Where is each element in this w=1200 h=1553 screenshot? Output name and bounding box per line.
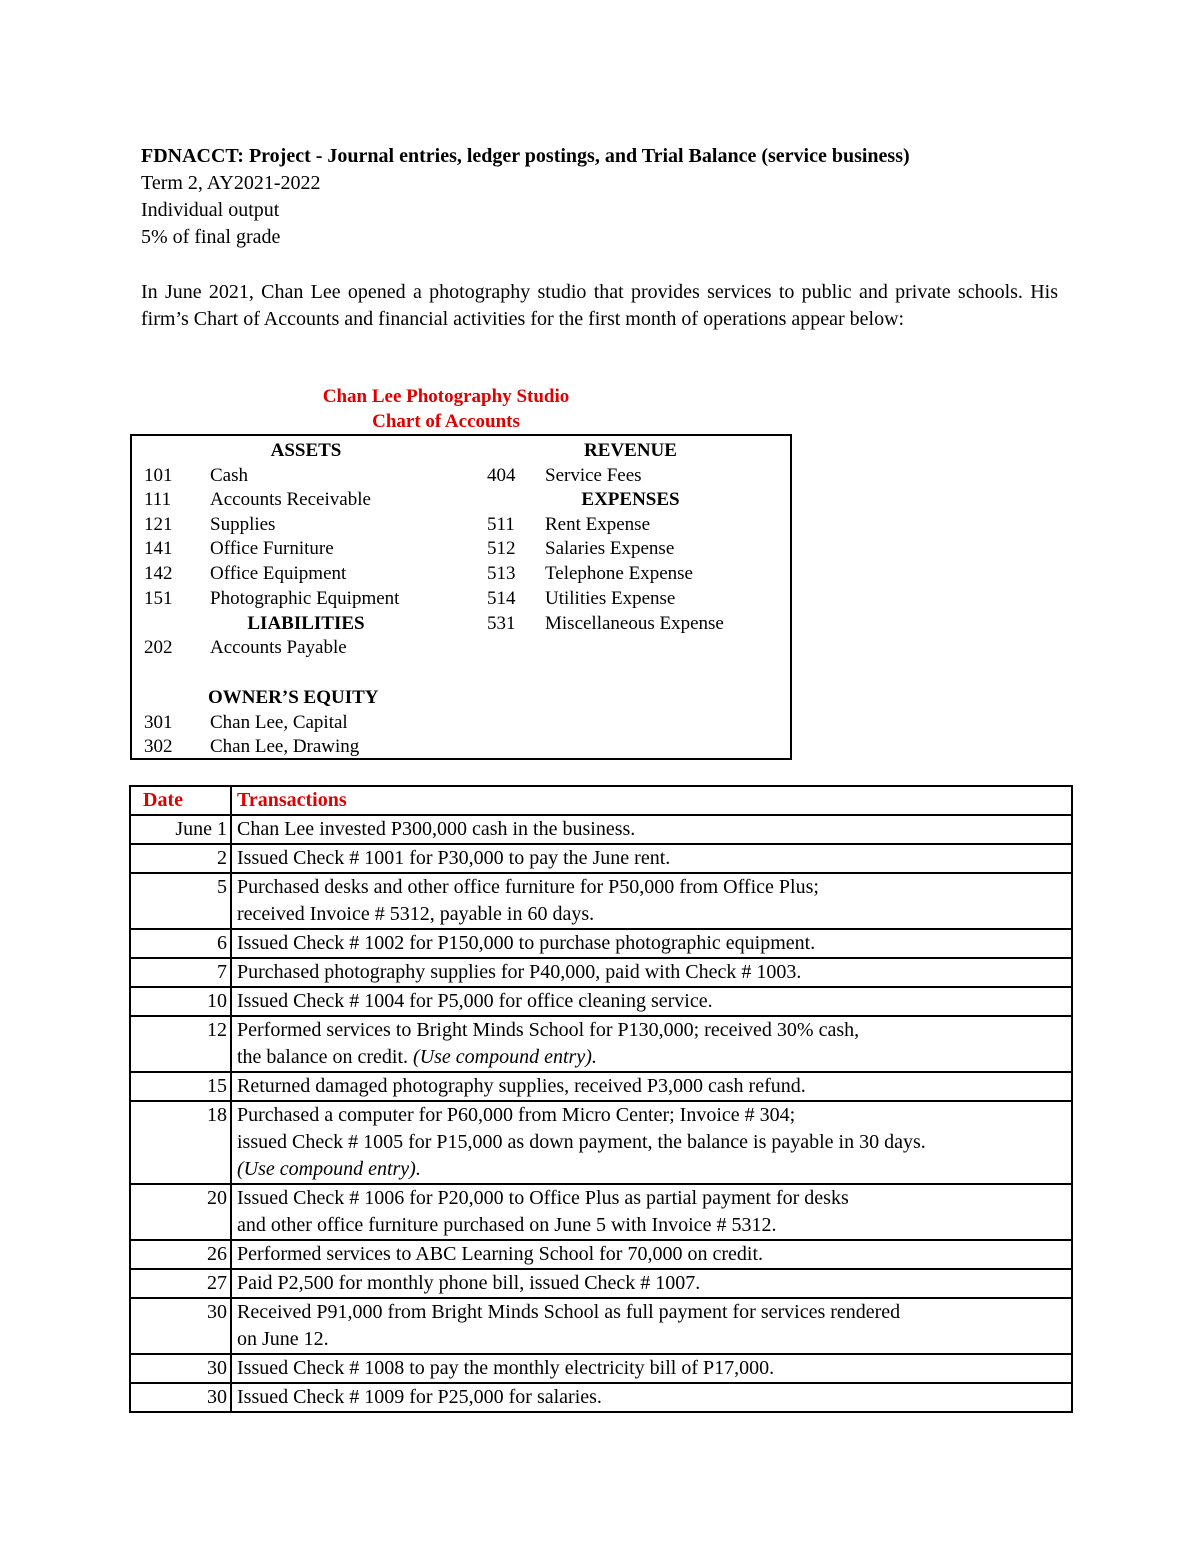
transaction-text: Received P91,000 from Bright Minds School as full payment for services rendered (237, 1301, 901, 1323)
transaction-description (231, 1184, 1072, 1240)
output-type-line: Individual output (141, 199, 280, 221)
transaction-text: Returned damaged photography supplies, received P3,000 cash refund. (237, 1075, 806, 1097)
transaction-date: 18 (130, 1101, 231, 1184)
account-code: 141 (144, 538, 173, 559)
transaction-line (237, 816, 1066, 843)
coa-section-heading: REVENUE (584, 440, 677, 461)
transaction-text: the balance on credit. (237, 1046, 409, 1068)
account-name: Accounts Receivable (210, 489, 371, 510)
transaction-text: and other office furniture purchased on June 5 with Invoice # 5312. (237, 1214, 777, 1236)
transaction-description (231, 1354, 1072, 1383)
transaction-line (237, 1241, 1066, 1268)
coa-section-heading: EXPENSES (581, 489, 680, 510)
transaction-description (231, 929, 1072, 958)
account-code: 101 (144, 465, 173, 486)
account-code: 301 (144, 712, 173, 733)
account-code: 404 (487, 465, 516, 486)
transaction-line (237, 874, 1066, 901)
transaction-line (237, 930, 1066, 957)
account-code: 511 (487, 514, 515, 535)
account-code: 111 (144, 489, 172, 510)
table-row (130, 1184, 1072, 1240)
compound-entry-note: (Use compound entry). (237, 1158, 421, 1180)
account-name: Miscellaneous Expense (545, 613, 724, 634)
transaction-description (231, 958, 1072, 987)
account-code: 513 (487, 563, 516, 584)
transaction-line (237, 1212, 1066, 1239)
intro-paragraph: In June 2021, Chan Lee opened a photography studio that provides services to public and private schools. His firm’s Chart of Accounts and financial activities for the first month of operations appear below: (141, 281, 1058, 330)
transaction-date: 15 (130, 1072, 231, 1101)
table-row (130, 987, 1072, 1016)
transaction-date: 7 (130, 958, 231, 987)
transaction-line (237, 845, 1066, 872)
account-code: 531 (487, 613, 516, 634)
coa-section-heading: ASSETS (270, 440, 342, 461)
transaction-line (237, 959, 1066, 986)
transaction-line (237, 1102, 1066, 1129)
coa-section-heading: OWNER’S EQUITY (208, 687, 379, 708)
account-name: Supplies (210, 514, 276, 535)
account-code: 514 (487, 588, 516, 609)
transaction-date: 6 (130, 929, 231, 958)
account-name: Office Furniture (210, 538, 334, 559)
table-row (130, 1298, 1072, 1354)
account-code: 121 (144, 514, 173, 535)
transaction-date: 30 (130, 1383, 231, 1412)
transaction-line (237, 1270, 1066, 1297)
transaction-line (237, 1129, 1066, 1156)
table-row (130, 1269, 1072, 1298)
table-row (130, 929, 1072, 958)
transaction-text: Performed services to ABC Learning School for 70,000 on credit. (237, 1243, 763, 1265)
transaction-line (237, 1017, 1066, 1044)
transaction-text: Issued Check # 1004 for P5,000 for office cleaning service. (237, 990, 713, 1012)
table-header-row (130, 786, 1072, 815)
account-name: Salaries Expense (545, 538, 675, 559)
chart-of-accounts-box (130, 434, 792, 760)
transaction-description (231, 815, 1072, 844)
transaction-text: on June 12. (237, 1328, 329, 1350)
transaction-date: June 1 (130, 815, 231, 844)
account-name: Telephone Expense (545, 563, 693, 584)
account-name: Photographic Equipment (210, 588, 400, 609)
transaction-date: 10 (130, 987, 231, 1016)
transaction-date: 20 (130, 1184, 231, 1240)
transaction-line (237, 1326, 1066, 1353)
transaction-description (231, 1016, 1072, 1072)
table-row (130, 815, 1072, 844)
account-name: Office Equipment (210, 563, 347, 584)
account-code: 151 (144, 588, 173, 609)
account-name: Chan Lee, Capital (210, 712, 348, 733)
table-row (130, 1016, 1072, 1072)
transaction-text: Issued Check # 1008 to pay the monthly electricity bill of P17,000. (237, 1357, 775, 1379)
account-code: 142 (144, 563, 173, 584)
transaction-description (231, 1383, 1072, 1412)
transaction-description (231, 1101, 1072, 1184)
table-row (130, 844, 1072, 873)
transaction-date: 12 (130, 1016, 231, 1072)
transaction-text: Chan Lee invested P300,000 cash in the business. (237, 818, 636, 840)
transaction-text: Issued Check # 1001 for P30,000 to pay the June rent. (237, 847, 671, 869)
date-column-header: Date (130, 786, 231, 815)
term-line: Term 2, AY2021-2022 (141, 172, 321, 194)
transactions-column-header: Transactions (231, 786, 1072, 815)
account-name: Chan Lee, Drawing (210, 736, 360, 757)
table-row (130, 958, 1072, 987)
document-title: FDNACCT: Project - Journal entries, ledger postings, and Trial Balance (service business) (141, 145, 910, 167)
account-name: Service Fees (545, 465, 642, 486)
transaction-text: Issued Check # 1006 for P20,000 to Office Plus as partial payment for desks (237, 1187, 849, 1209)
account-name: Accounts Payable (210, 637, 347, 658)
table-row (130, 1240, 1072, 1269)
transaction-line (237, 988, 1066, 1015)
transaction-text: Issued Check # 1009 for P25,000 for salaries. (237, 1386, 602, 1408)
transaction-description (231, 1240, 1072, 1269)
transaction-text: Purchased desks and other office furniture for P50,000 from Office Plus; (237, 876, 819, 898)
transaction-date: 26 (130, 1240, 231, 1269)
account-name: Rent Expense (545, 514, 651, 535)
account-code: 512 (487, 538, 516, 559)
table-row (130, 1354, 1072, 1383)
transaction-description (231, 844, 1072, 873)
account-code: 202 (144, 637, 173, 658)
transaction-date: 30 (130, 1354, 231, 1383)
transaction-line (237, 1185, 1066, 1212)
transaction-text: Paid P2,500 for monthly phone bill, issued Check # 1007. (237, 1272, 701, 1294)
account-name: Cash (210, 465, 248, 486)
transaction-description (231, 987, 1072, 1016)
transaction-line (237, 1355, 1066, 1382)
transaction-text: Issued Check # 1002 for P150,000 to purchase photographic equipment. (237, 932, 816, 954)
coa-section-heading: LIABILITIES (247, 613, 365, 634)
transaction-text: received Invoice # 5312, payable in 60 days. (237, 903, 595, 925)
transaction-line (237, 1044, 1066, 1071)
transaction-text: Purchased photography supplies for P40,000, paid with Check # 1003. (237, 961, 802, 983)
table-row (130, 1101, 1072, 1184)
transaction-description (231, 1298, 1072, 1354)
table-row (130, 873, 1072, 929)
table-row (130, 1072, 1072, 1101)
company-name: Chan Lee Photography Studio (322, 386, 570, 407)
account-code: 302 (144, 736, 173, 757)
transaction-line (237, 1073, 1066, 1100)
grade-weight-line: 5% of final grade (141, 226, 281, 248)
transaction-text: Purchased a computer for P60,000 from Micro Center; Invoice # 304; (237, 1104, 796, 1126)
transaction-line (237, 901, 1066, 928)
transaction-date: 27 (130, 1269, 231, 1298)
transaction-text: Performed services to Bright Minds School for P130,000; received 30% cash, (237, 1019, 860, 1041)
account-name: Utilities Expense (545, 588, 676, 609)
transaction-date: 30 (130, 1298, 231, 1354)
transaction-description (231, 1072, 1072, 1101)
transaction-description (231, 873, 1072, 929)
transaction-date: 2 (130, 844, 231, 873)
transaction-description (231, 1269, 1072, 1298)
table-row (130, 1383, 1072, 1412)
transactions-table (129, 785, 1073, 1413)
transaction-date: 5 (130, 873, 231, 929)
transaction-line (237, 1384, 1066, 1411)
compound-entry-note: (Use compound entry). (413, 1046, 597, 1068)
transaction-text: issued Check # 1005 for P15,000 as down payment, the balance is payable in 30 days. (237, 1131, 926, 1153)
chart-of-accounts-heading: Chart of Accounts (372, 411, 520, 432)
transaction-line (237, 1299, 1066, 1326)
